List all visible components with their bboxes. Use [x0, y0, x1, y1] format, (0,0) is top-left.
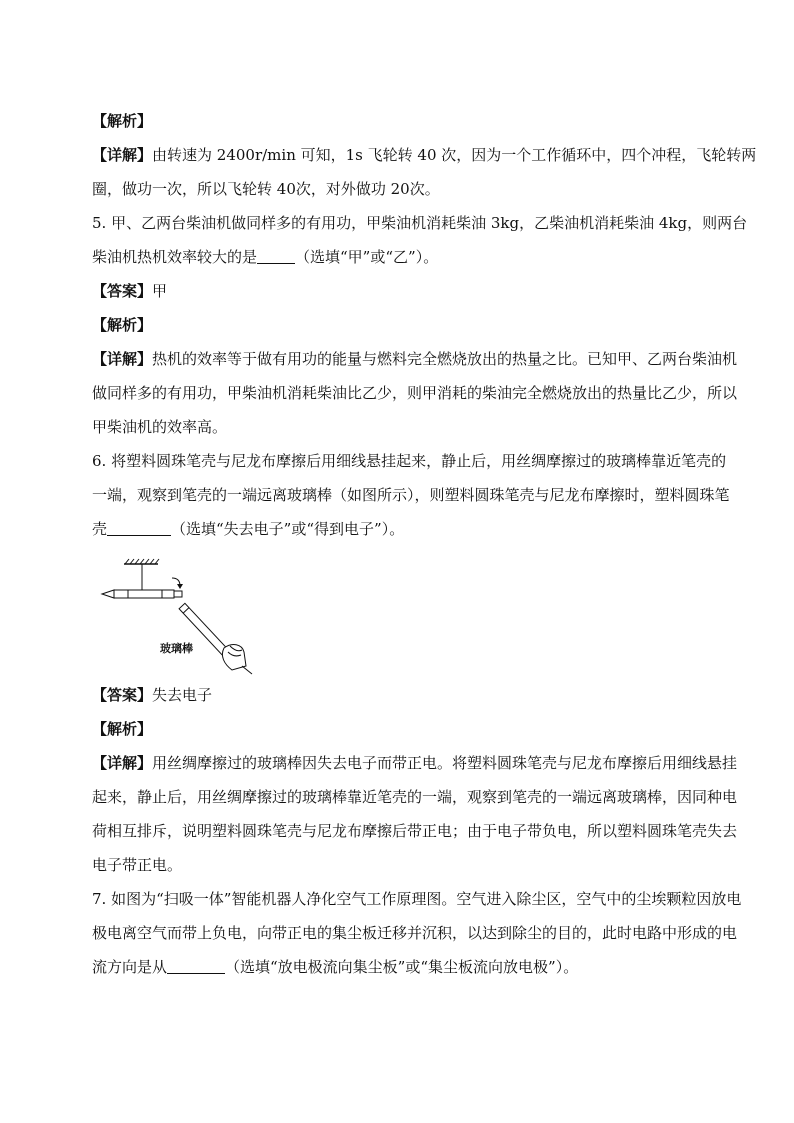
pen-glass-rod-figure [92, 556, 712, 676]
question-text: 极电离空气而带上负电，向带正电的集尘板迁移并沉积，以达到除尘的目的，此时电路中形成的电 [92, 924, 738, 942]
question-5-line [92, 206, 748, 240]
detail-text: 用丝绸摩擦过的玻璃棒因失去电子而带正电。将塑料圆珠笔壳与尼龙布摩擦后用细线悬挂 [152, 754, 738, 772]
figure-drawing [92, 556, 262, 676]
question-text: 流方向是从 [92, 958, 168, 976]
question-text: （选填“放电极流向集尘板”或“集尘板流向放电极”）。 [225, 958, 579, 976]
question-6-line [92, 444, 727, 478]
detail-text: 圈，做功一次，所以飞轮转 40次，对外做功 20次。 [92, 180, 440, 198]
detail-tag: 【详解】 [92, 754, 153, 772]
question-7-line [92, 882, 742, 916]
question-text: 一端，观察到笔壳的一端远离玻璃棒（如图所示），则塑料圆珠笔壳与尼龙布摩擦时，塑料圆珠笔 [92, 486, 730, 504]
answer-line [92, 274, 712, 308]
detail-line [92, 342, 738, 376]
detail-text: 荷相互排斥，说明塑料圆珠笔壳与尼龙布摩擦后带正电；由于电子带负电，所以塑料圆珠笔壳失去 [92, 822, 738, 840]
answer-text: 失去电子 [152, 686, 213, 704]
question-6-line [92, 478, 730, 512]
analysis-tag: 【解析】 [92, 112, 153, 130]
detail-line [92, 410, 712, 444]
detail-line [92, 780, 738, 814]
answer-blank [107, 519, 171, 536]
question-text: 7. 如图为“扫吸一体”智能机器人净化空气工作原理图。空气进入除尘区，空气中的尘埃颗粒因放电 [92, 890, 742, 908]
analysis-heading [92, 308, 712, 342]
question-text: （选填“失去电子”或“得到电子”）。 [171, 520, 405, 538]
detail-line [92, 172, 712, 206]
detail-text: 做同样多的有用功，甲柴油机消耗柴油比乙少，则甲消耗的柴油完全燃烧放出的热量比乙少，所以 [92, 384, 738, 402]
detail-line [92, 138, 757, 172]
detail-text: 电子带正电。 [92, 856, 183, 874]
question-5-line [92, 240, 712, 274]
detail-text: 甲柴油机的效率高。 [92, 418, 228, 436]
detail-line [92, 376, 738, 410]
detail-tag: 【详解】 [92, 350, 153, 368]
detail-line [92, 814, 738, 848]
answer-tag: 【答案】 [92, 282, 153, 300]
analysis-heading [92, 104, 712, 138]
question-7-line [92, 916, 738, 950]
document-page [92, 104, 757, 984]
analysis-tag: 【解析】 [92, 316, 153, 334]
answer-line [92, 678, 712, 712]
detail-line [92, 746, 738, 780]
question-text: 5. 甲、乙两台柴油机做同样多的有用功，甲柴油机消耗柴油 3kg，乙柴油机消耗柴油 4kg，则两台 [92, 214, 748, 232]
question-6-line [92, 512, 712, 546]
question-text: 6. 将塑料圆珠笔壳与尼龙布摩擦后用细线悬挂起来，静止后，用丝绸摩擦过的玻璃棒靠近笔壳的 [92, 452, 727, 470]
answer-blank [257, 247, 295, 264]
answer-tag: 【答案】 [92, 686, 153, 704]
answer-blank [167, 957, 225, 974]
question-7-line [92, 950, 712, 984]
question-text: （选填“甲”或“乙”）。 [295, 248, 439, 266]
detail-text: 起来，静止后，用丝绸摩擦过的玻璃棒靠近笔壳的一端，观察到笔壳的一端远离玻璃棒，因同种电 [92, 788, 738, 806]
glass-rod-label: 玻璃棒 [160, 642, 193, 655]
question-text: 柴油机热机效率较大的是 [92, 248, 258, 266]
detail-text: 热机的效率等于做有用功的能量与燃料完全燃烧放出的热量之比。已知甲、乙两台柴油机 [152, 350, 738, 368]
analysis-heading [92, 712, 712, 746]
detail-text: 由转速为 2400r/min 可知，1s 飞轮转 40 次，因为一个工作循环中，四个冲程，飞轮转两 [152, 146, 757, 164]
detail-line [92, 848, 712, 882]
question-text: 壳 [92, 520, 108, 538]
analysis-tag: 【解析】 [92, 720, 153, 738]
detail-tag: 【详解】 [92, 146, 153, 164]
answer-text: 甲 [152, 282, 168, 300]
